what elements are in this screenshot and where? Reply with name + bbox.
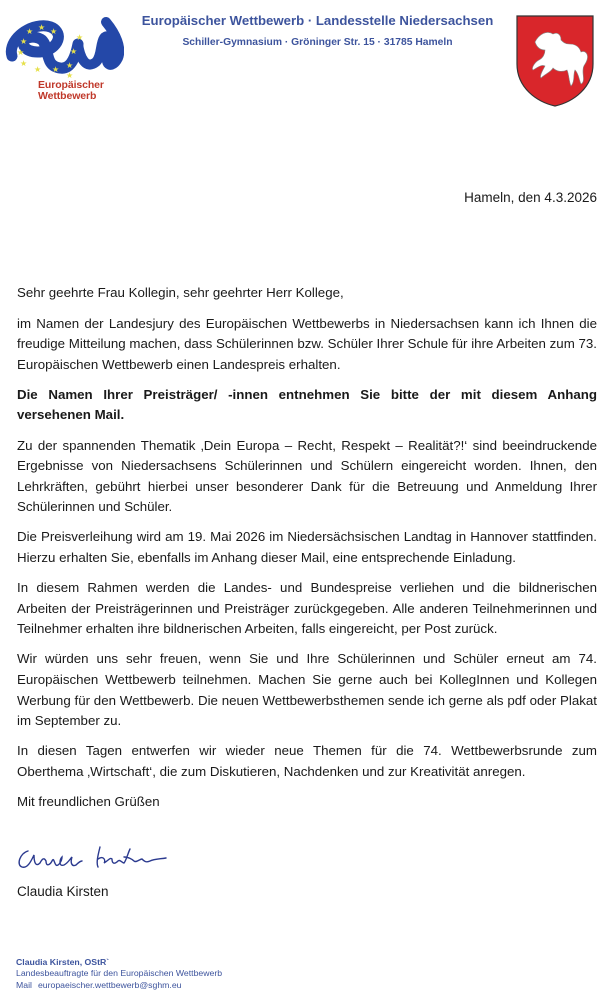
signer-name: Claudia Kirsten: [17, 884, 109, 899]
svg-text:★: ★: [52, 65, 60, 74]
svg-text:★: ★: [26, 27, 34, 36]
svg-text:★: ★: [20, 37, 28, 46]
paragraph: Zu der spannenden Thematik ‚Dein Europa – Recht, Respekt – Realität?!‘ sind beeindruckende Ergebnisse von Niedersachsens Schülerinnen und Schülern eingereicht worden. Ihnen, den Lehrkräften, gebührt hierbei unser besonderer Dank für die Betreuung und Anmeldung Ihrer Schülerinnen und Schüler.: [17, 437, 597, 515]
salutation: Sehr geehrte Frau Kollegin, sehr geehrter Herr Kollege,: [17, 285, 344, 300]
letter-body: [17, 283, 597, 822]
paragraph: In diesen Tagen entwerfen wir wieder neue Themen für die 74. Wettbewerbsrunde zum Oberthema ‚Wirtschaft‘, die zum Diskutieren, Nachdenken und zur Kreativität anregen.: [17, 743, 597, 779]
horse-shield-icon: [513, 12, 597, 108]
paragraph: In diesem Rahmen werden die Landes- und Bundespreise verliehen und die bildnerischen Arbeiten der Preisträgerinnen und Preisträger zurückgegeben. Alle anderen Teilnehmerinnen und Teilnehmer erhalten ihre bildnerischen Arbeiten, falls eingereicht, per Post zurück.: [17, 580, 597, 637]
paragraph: im Namen der Landesjury des Europäischen Wettbewerbs in Niedersachsen kann ich Ihnen die freudige Mitteilung machen, dass Schülerinnen bzw. Schüler Ihrer Schule für ihre Arbeiten zum 73. Europäischen Wettbewerb einen Landespreis erhalten.: [17, 315, 597, 372]
letterhead-title: Europäischer Wettbewerb · Landesstelle Niedersachsen: [141, 13, 494, 28]
footer-mail-line: [16, 980, 222, 991]
closing: Mit freundlichen Grüßen: [17, 793, 160, 809]
footer-name: Claudia Kirsten, OStR`: [16, 957, 110, 967]
svg-text:★: ★: [34, 65, 42, 74]
handwritten-signature: [14, 841, 174, 875]
footer-role: Landesbeauftragte für den Europäischen Wettbewerb: [16, 968, 223, 979]
ew-swirl-icon: [4, 14, 124, 84]
letter-footer: [16, 957, 222, 991]
svg-text:★: ★: [66, 71, 74, 80]
svg-text:★: ★: [17, 48, 25, 57]
logo-text-line2: Wettbewerb: [38, 90, 97, 102]
paragraph: Wir würden uns sehr freuen, wenn Sie und Ihre Schülerinnen und Schüler erneut am 74. Europäischen Wettbewerb teilnehmen. Machen Sie gerne auch bei KollegInnen und Kollegen Werbung für den Wettbewerb. Die neuen Wettbewerbsthemen sende ich gerne als pdf oder Plakat im September zu.: [17, 651, 597, 729]
svg-text:★: ★: [70, 47, 78, 56]
letterhead-address: Schiller-Gymnasium · Gröninger Str. 15 · 31785 Hameln: [182, 37, 453, 48]
footer-mail-label: Mail: [16, 979, 32, 990]
europaeischer-wettbewerb-logo: [4, 14, 124, 106]
paragraph-bold-notice: Die Namen Ihrer Preisträger/ -innen entnehmen Sie bitte der mit diesem Anhang versehenen Mail.: [17, 386, 597, 423]
letter-date: Hameln, den 4.3.2026: [464, 190, 597, 205]
lower-saxony-coat-of-arms: [513, 12, 597, 108]
svg-text:★: ★: [38, 23, 46, 32]
footer-mail-address[interactable]: europaeischer.wettbewerb@sghm.eu: [37, 979, 182, 990]
svg-text:★: ★: [66, 61, 74, 70]
svg-text:★: ★: [20, 59, 28, 68]
logo-text: [38, 80, 104, 102]
signature-icon: [14, 841, 174, 875]
logo-text-line1: Europäischer: [38, 79, 104, 91]
svg-text:★: ★: [76, 33, 84, 42]
paragraph: Die Preisverleihung wird am 19. Mai 2026 im Niedersächsischen Landtag in Hannover stattfinden. Hierzu erhalten Sie, ebenfalls im Anhang dieser Mail, eine entsprechende Einladung.: [17, 529, 597, 566]
svg-text:★: ★: [50, 27, 58, 36]
